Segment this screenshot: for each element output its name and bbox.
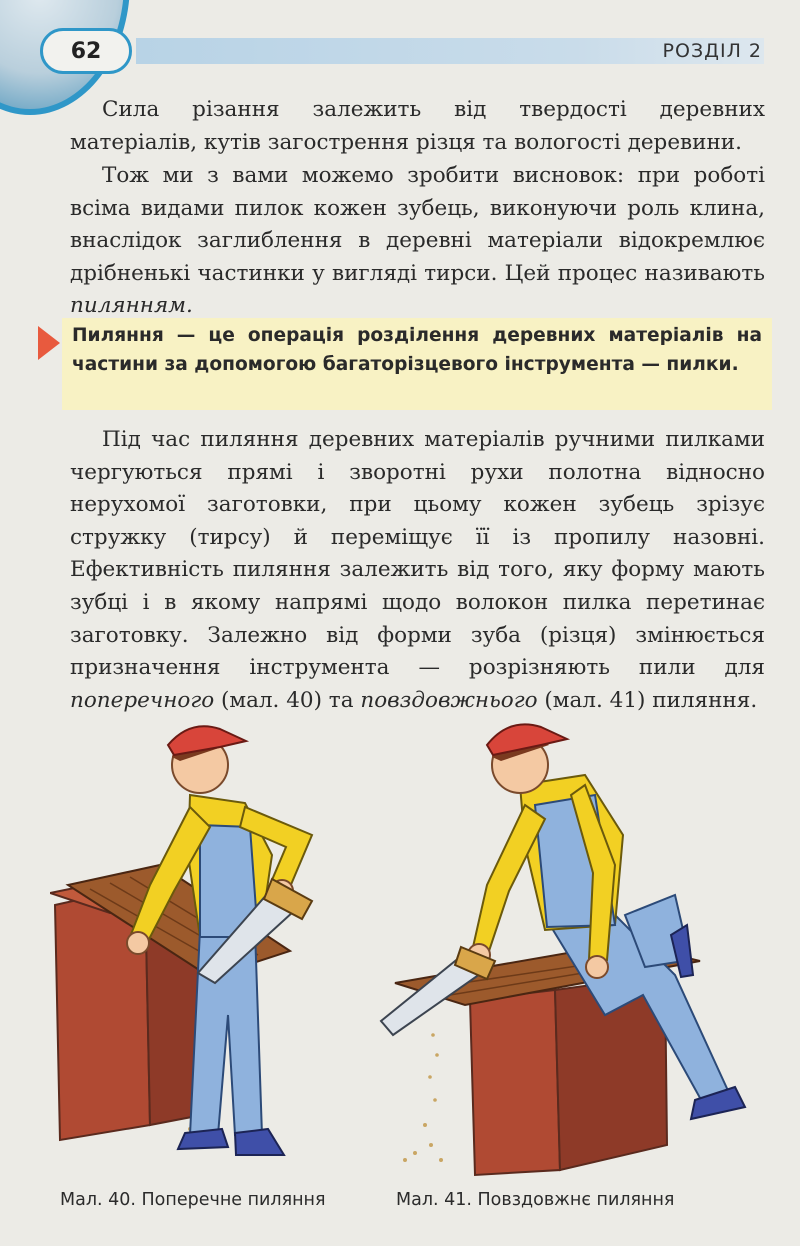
term-rip-cut: повздовжнього bbox=[360, 687, 538, 713]
page-number-text: 62 bbox=[70, 38, 102, 64]
definition-marker-icon bbox=[38, 326, 60, 360]
page-number bbox=[40, 28, 132, 74]
figure-40-crosscut-illustration bbox=[50, 715, 370, 1185]
figure-41-ripcut-illustration bbox=[375, 715, 765, 1185]
definition-text: Пиляння — це операція розділення деревних матеріалів на частини за допомогою багаторізцевого інструмента — пилки. bbox=[72, 325, 762, 375]
paragraph-2 bbox=[70, 160, 765, 323]
paragraph-3-part2: (мал. 40) та bbox=[214, 687, 361, 713]
paragraph-3-part3: (мал. 41) пиляння. bbox=[537, 687, 758, 713]
term-cross-cut: поперечного bbox=[70, 687, 215, 713]
term-sawing: пилянням. bbox=[70, 293, 193, 319]
paragraph-3 bbox=[70, 424, 765, 717]
paragraph-3-part1: Під час пиляння деревних матеріалів ручними пилками чергуються прямі і зворотні рухи полотна відносно нерухомої заготовки, при цьому кожен зубець зрізує стружку (тирсу) й переміщує її із пропилу назовні. Ефективність пиляння залежить від того, яку форму мають зубці і в якому напрямі щодо волокон пилка перетинає заготовку. Залежно від форми зуба (різця) змінюється призначення інструмента — розрізняють пили для bbox=[70, 427, 765, 681]
paragraph-1 bbox=[70, 94, 765, 159]
figure-41-caption: Мал. 41. Повздовжнє пиляння bbox=[396, 1190, 675, 1210]
figure-40-caption: Мал. 40. Поперечне пиляння bbox=[60, 1190, 326, 1210]
chapter-label: РОЗДІЛ 2 bbox=[662, 40, 762, 62]
paragraph-1-text: Сила різання залежить від твердості деревних матеріалів, кутів загострення різця та вологості деревини. bbox=[70, 97, 765, 155]
paragraph-2-text: Тож ми з вами можемо зробити висновок: при роботі всіма видами пилок кожен зубець, виконуючи роль клина, внаслідок заглиблення в деревні матеріали відокремлює дрібненькі частинки у вигляді тирси. Цей процес називають bbox=[70, 163, 765, 286]
